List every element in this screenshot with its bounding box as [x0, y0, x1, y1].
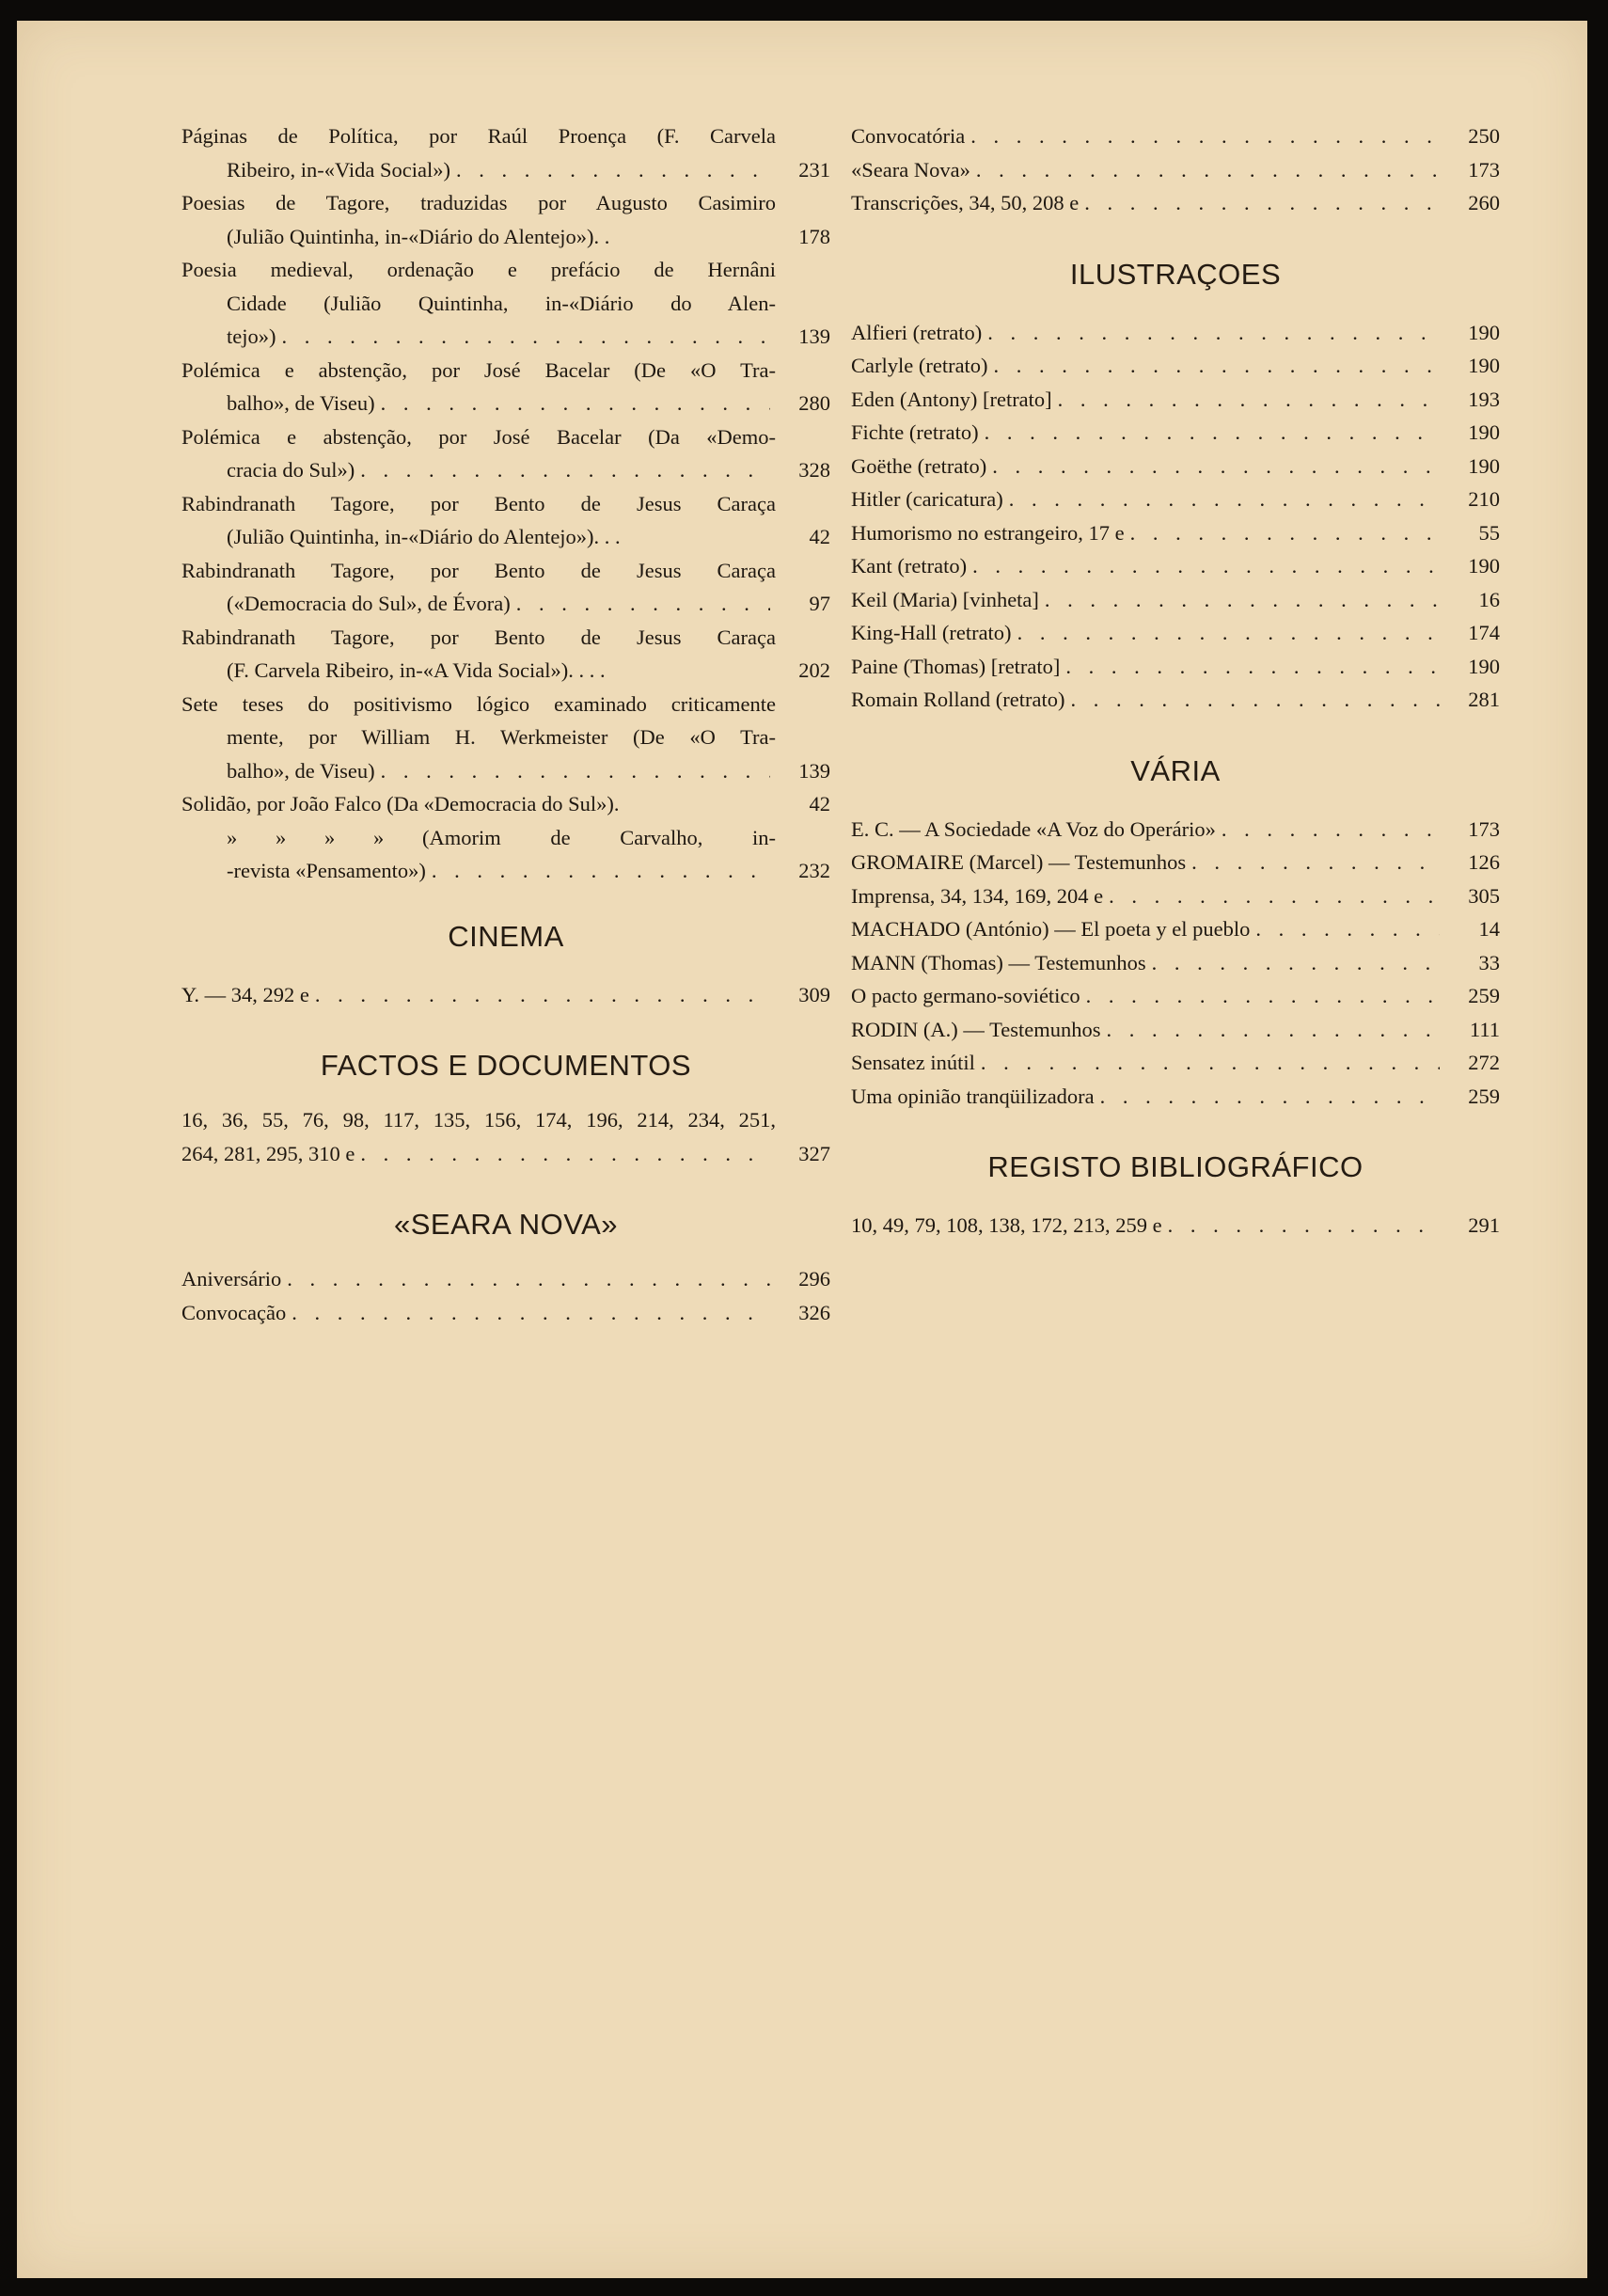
page-number: 202 [798, 658, 830, 682]
leader-dots [1100, 1080, 1440, 1114]
entry-line: Y. — 34, 292 e [181, 982, 309, 1006]
leader-dots [1084, 186, 1440, 220]
entry-line: 10, 49, 79, 108, 138, 172, 213, 259 e [851, 1213, 1162, 1237]
page-number: 42 [809, 525, 830, 548]
index-entry [181, 354, 830, 420]
index-entry [181, 978, 830, 1012]
index-entry [851, 879, 1500, 913]
entry-line: (Amorim de Carvalho, in- [422, 825, 776, 849]
entry-line: Rabindranath Tagore, por Bento de Jesus Caraça [181, 625, 776, 649]
page-number: 190 [1468, 654, 1500, 678]
entry-line: Poesia medieval, ordenação e prefácio de Hernâni [181, 258, 776, 281]
leader-dots [1109, 879, 1440, 913]
leader-dots [287, 1262, 770, 1296]
index-entry [851, 483, 1500, 516]
index-entry [181, 119, 830, 186]
page-number: 55 [1478, 520, 1500, 545]
page-number: 14 [1478, 917, 1500, 941]
page-number: 42 [809, 792, 830, 815]
section-heading-cinema: CINEMA [448, 919, 564, 953]
entry-line: «Seara Nova» [851, 157, 970, 182]
index-entry [181, 621, 830, 688]
index-entry [851, 383, 1500, 417]
index-entry [181, 1296, 830, 1330]
entry-line: (Julião Quintinha, in-«Diário do Alentejo»). . [227, 224, 610, 248]
leader-dots [1168, 1209, 1440, 1243]
entry-line: E. C. — A Sociedade «A Voz do Operário» [851, 816, 1216, 841]
entry-line: (F. Carvela Ribeiro, in-«A Vida Social»). . . . [227, 658, 606, 682]
entry-line: GROMAIRE (Marcel) — Testemunhos [851, 850, 1187, 874]
page-number: 250 [1468, 124, 1500, 148]
leader-dots [381, 387, 770, 420]
entry-line: Rabindranath Tagore, por Bento de Jesus Caraça [181, 491, 776, 515]
entry-line: -revista «Pensamento») [227, 859, 426, 882]
ditto-mark: » [276, 825, 287, 849]
index-entry [851, 946, 1500, 980]
index-entry [851, 1080, 1500, 1114]
page-number: 178 [798, 224, 830, 248]
page-number: 139 [798, 758, 830, 783]
entry-line: King-Hall (retrato) [851, 621, 1012, 644]
page-number: 139 [798, 325, 830, 348]
entry-line: Uma opinião tranqüilizadora [851, 1084, 1095, 1108]
ditto-mark: » [227, 825, 238, 849]
page-number: 33 [1478, 950, 1500, 974]
leader-dots [972, 549, 1440, 583]
entry-line: Alfieri (retrato) [851, 320, 983, 344]
entry-line: Rabindranath Tagore, por Bento de Jesus Caraça [181, 558, 776, 582]
entry-line: (Julião Quintinha, in-«Diário do Alentejo»). . . [227, 525, 621, 548]
leader-dots [1130, 516, 1440, 550]
index-entry [851, 316, 1500, 350]
ditto-mark: » [373, 825, 385, 849]
leader-dots [1107, 1013, 1441, 1047]
page-number: 305 [1468, 883, 1500, 908]
page-number: 280 [798, 391, 830, 415]
leader-dots [1255, 912, 1440, 946]
page-number: 291 [1468, 1213, 1500, 1237]
leader-dots [981, 1046, 1440, 1080]
leader-dots [1222, 813, 1440, 847]
leader-dots [994, 349, 1440, 383]
entry-line: Poesias de Tagore, traduzidas por Augusto Casimiro [181, 191, 776, 214]
entry-line: Sensatez inútil [851, 1051, 975, 1074]
section-heading-seara-nova: «SEARA NOVA» [393, 1208, 619, 1241]
leader-dots [360, 1137, 770, 1171]
page-number: 190 [1468, 320, 1500, 344]
leader-dots [1086, 979, 1440, 1013]
leader-dots [1058, 383, 1440, 417]
index-entry [181, 487, 830, 554]
page-number: 328 [798, 458, 830, 482]
entry-line: 16, 36, 55, 76, 98, 117, 135, 156, 174, 196, 214, 234, 251, [181, 1108, 776, 1132]
page-number: 173 [1468, 157, 1500, 182]
leader-dots [1009, 483, 1440, 516]
page-number: 327 [798, 1141, 830, 1165]
index-entry [851, 813, 1500, 847]
index-page [17, 21, 1587, 2278]
index-entry [181, 1103, 830, 1170]
leader-dots [292, 1296, 770, 1330]
leader-dots [976, 153, 1440, 187]
page-number: 190 [1468, 420, 1500, 444]
section-heading-ilustracoes: ILUSTRAÇOES [1069, 257, 1282, 291]
section-heading-registo: REGISTO BIBLIOGRÁFICO [987, 1150, 1364, 1183]
leader-dots [1017, 616, 1440, 650]
index-entry [851, 516, 1500, 550]
entry-line: Aniversário [181, 1267, 282, 1291]
leader-dots [992, 450, 1440, 483]
index-entry [181, 253, 830, 354]
leader-dots [1070, 683, 1440, 717]
entry-line: balho», de Viseu) [227, 758, 375, 783]
leader-dots [1191, 846, 1440, 879]
index-entry [181, 787, 830, 821]
entry-line: Polémica e abstenção, por José Bacelar (Da «Demo- [181, 424, 776, 449]
leader-dots [516, 587, 770, 621]
entry-line: Carlyle (retrato) [851, 354, 988, 377]
entry-line: Convocação [181, 1300, 287, 1324]
leader-dots [432, 854, 770, 888]
index-entry [851, 450, 1500, 483]
page-number: 259 [1468, 1084, 1500, 1108]
index-entry [851, 153, 1500, 187]
entry-line: balho», de Viseu) [227, 391, 375, 415]
entry-line: Paine (Thomas) [retrato] [851, 654, 1061, 678]
section-heading-varia: VÁRIA [1130, 753, 1221, 787]
leader-dots [360, 453, 770, 487]
entry-line: Eden (Antony) [retrato] [851, 387, 1052, 411]
page-number: 281 [1468, 688, 1500, 711]
right-column [851, 119, 1500, 1243]
index-entry [851, 416, 1500, 450]
entry-line: Solidão, por João Falco (Da «Democracia do Sul»). [181, 792, 620, 815]
index-entry [851, 683, 1500, 717]
index-entry [181, 1262, 830, 1296]
entry-line: O pacto germano-soviético [851, 984, 1080, 1007]
entry-line: Keil (Maria) [vinheta] [851, 587, 1039, 611]
entry-line: mente, por William H. Werkmeister (De «O Tra- [227, 725, 776, 749]
page-number: 16 [1478, 587, 1500, 611]
leader-dots [456, 153, 770, 187]
page-number: 309 [798, 982, 830, 1006]
index-entry [851, 583, 1500, 617]
leader-dots [315, 978, 770, 1012]
entry-line: RODIN (A.) — Testemunhos [851, 1017, 1101, 1041]
entry-line: MACHADO (António) — El poeta y el pueblo [851, 917, 1251, 941]
index-entry [851, 1013, 1500, 1047]
entry-line: Humorismo no estrangeiro, 17 e [851, 520, 1125, 545]
index-entry [851, 979, 1500, 1013]
entry-line: Polémica e abstenção, por José Bacelar (De «O Tra- [181, 357, 776, 382]
index-entry [851, 846, 1500, 879]
entry-line: Sete teses do positivismo lógico examinado criticamente [181, 691, 776, 716]
entry-line: («Democracia do Sul», de Évora) [227, 592, 511, 615]
page-number: 260 [1468, 191, 1500, 214]
ilustracoes-list [851, 316, 1500, 717]
index-entry [181, 420, 830, 487]
section-heading-factos: FACTOS E DOCUMENTOS [320, 1049, 692, 1082]
page-number: 126 [1468, 850, 1500, 874]
entry-line: Romain Rolland (retrato) [851, 688, 1065, 711]
index-entry [851, 616, 1500, 650]
index-entry [181, 186, 830, 253]
entry-line: tejo») [227, 325, 276, 348]
page-number: 193 [1468, 387, 1500, 411]
index-entry [851, 1046, 1500, 1080]
leader-dots [987, 316, 1440, 350]
page-number: 111 [1469, 1017, 1500, 1041]
leader-dots [381, 754, 770, 788]
entry-line: Ribeiro, in-«Vida Social») [227, 157, 450, 182]
index-entry [851, 650, 1500, 684]
leader-dots [970, 119, 1440, 153]
left-column [181, 119, 830, 1329]
index-entry-ditto [181, 821, 830, 888]
index-entry [851, 912, 1500, 946]
index-entry [851, 1209, 1500, 1243]
leader-dots [1152, 946, 1440, 980]
index-entry [851, 549, 1500, 583]
varia-list [851, 813, 1500, 1114]
page-number: 173 [1468, 816, 1500, 841]
entry-line: MANN (Thomas) — Testemunhos [851, 950, 1146, 974]
page-number: 97 [809, 592, 830, 615]
page-number: 190 [1468, 354, 1500, 377]
page-number: 296 [798, 1267, 830, 1291]
entry-line: Páginas de Política, por Raúl Proença (F. Carvela [181, 124, 776, 148]
entry-line: Kant (retrato) [851, 554, 968, 578]
page-number: 210 [1468, 487, 1500, 511]
entry-line: Imprensa, 34, 134, 169, 204 e [851, 883, 1104, 908]
leader-dots [1045, 583, 1440, 617]
entry-line: Cidade (Julião Quintinha, in-«Diário do Alen- [227, 291, 776, 315]
index-entry [851, 119, 1500, 153]
entry-line: Transcrições, 34, 50, 208 e [851, 191, 1080, 214]
page-number: 190 [1468, 453, 1500, 478]
entry-line: Convocatória [851, 124, 966, 148]
entry-line: 264, 281, 295, 310 e [181, 1141, 355, 1165]
page-number: 259 [1468, 984, 1500, 1007]
page-number: 272 [1468, 1051, 1500, 1074]
index-entry [851, 349, 1500, 383]
entry-line: cracia do Sul») [227, 458, 355, 482]
entry-line: Hitler (caricatura) [851, 487, 1003, 511]
index-entry [181, 688, 830, 788]
index-entry [181, 554, 830, 621]
ditto-mark: » [324, 825, 336, 849]
leader-dots [281, 320, 770, 354]
entry-line: Fichte (retrato) [851, 420, 979, 444]
entry-line: Goëthe (retrato) [851, 453, 987, 478]
page-number: 231 [798, 157, 830, 182]
leader-dots [1065, 650, 1440, 684]
page-number: 232 [798, 859, 830, 882]
index-entry [851, 186, 1500, 220]
page-number: 326 [798, 1300, 830, 1324]
leader-dots [985, 416, 1440, 450]
page-number: 190 [1468, 554, 1500, 578]
page-number: 174 [1468, 621, 1500, 644]
